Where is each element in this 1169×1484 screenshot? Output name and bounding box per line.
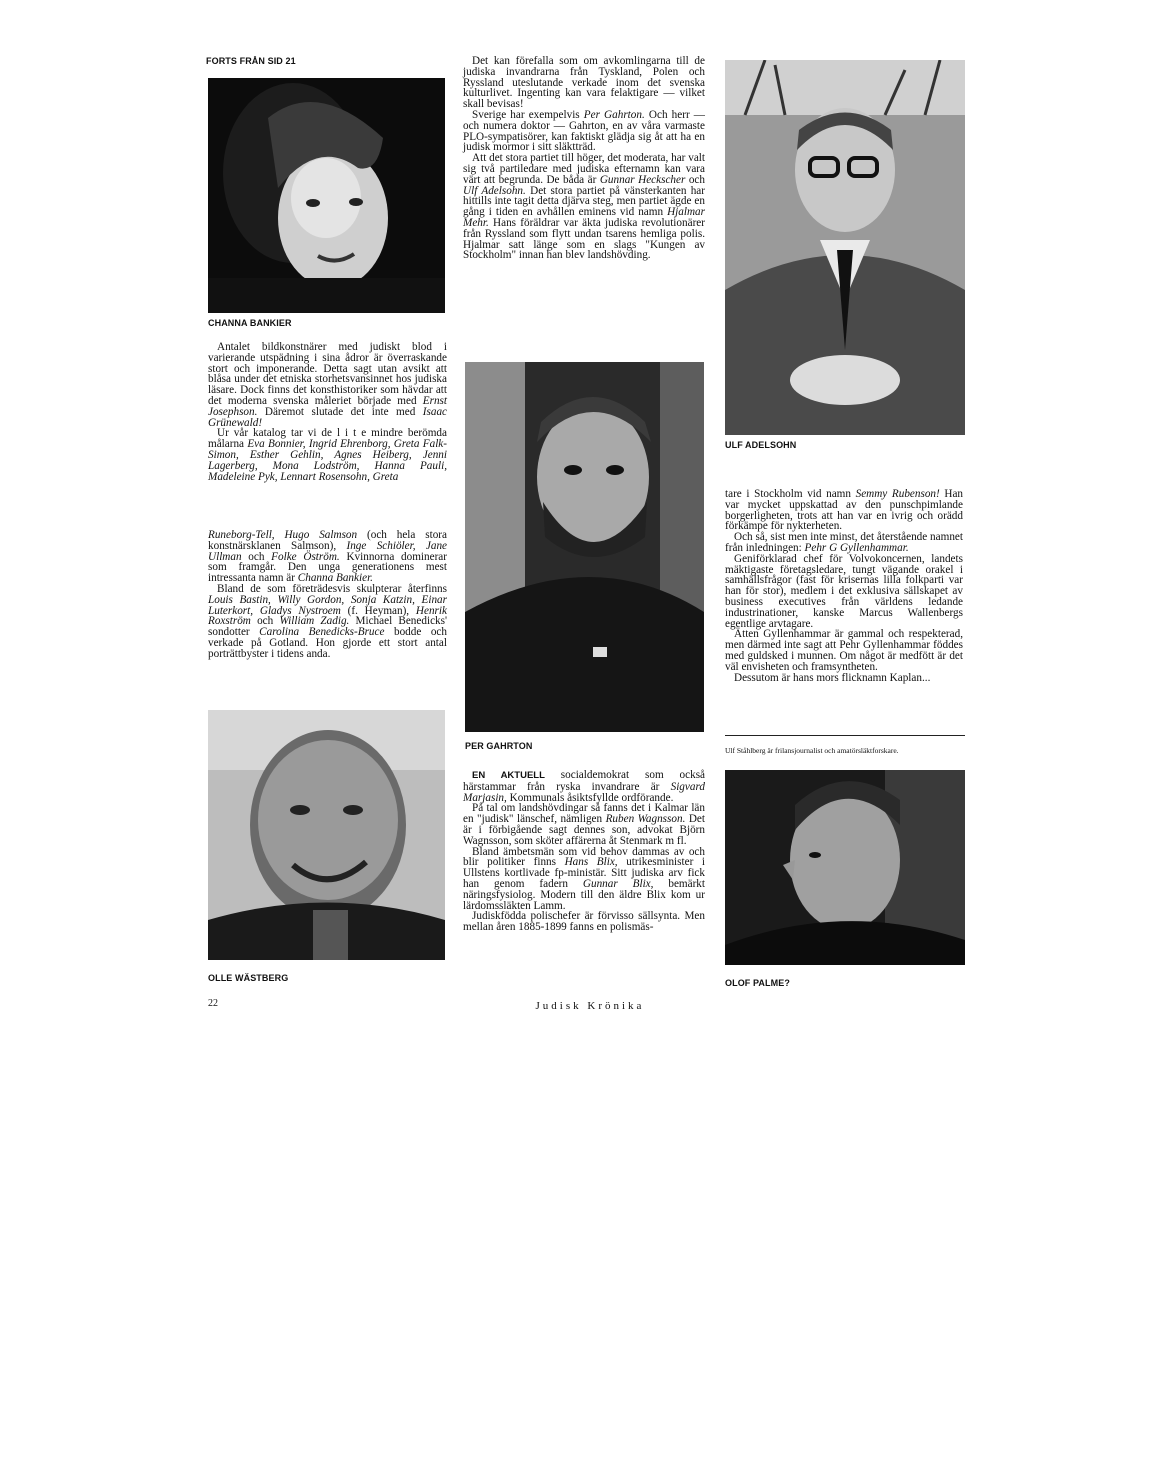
text-run: Ätten Gyllenhammar är gammal och respekterad, men därmed inte sagt att Pehr Gyllenhammar föddes med guldsked i munnen. Om något är medfött är det väl envisheten och framsyntheten. — [725, 628, 963, 673]
caption-channa-bankier: CHANNA BANKIER — [208, 318, 292, 328]
text-run: Sverige har exempelvis — [472, 108, 584, 121]
col3-paragraph-2 — [725, 532, 963, 554]
text-run: bemärkt näringsfysiolog. Modern till den äldre Blix kom ur lärdomssläkten Lamm. — [463, 877, 706, 912]
text-run: Isaac Grünewald! — [208, 405, 447, 429]
text-run: och — [250, 615, 280, 628]
column-1-text-continued — [208, 530, 447, 660]
text-run: Ulf Adelsohn. — [463, 184, 526, 197]
text-run: Ruben Wagnsson. — [605, 813, 686, 826]
text-run: Louis Bastin, Willy Gordon, Sonja Katzin, Einar Luterkort, Gladys Nystroem — [208, 593, 447, 617]
text-run: Judiskfödda polischefer är förvisso sällsynta. Men mellan åren 1885-1899 fanns en polismäs- — [463, 910, 705, 934]
text-run: Kommunals åsiktsfyllde ordförande. — [506, 791, 674, 804]
text-run: Channa Bankier. — [297, 572, 373, 585]
text-run: Kvinnorna dominerar som framgår. Den unga generationens mest intressanta namn är — [208, 550, 447, 585]
photo-olof-palme — [725, 770, 965, 965]
column-2-text — [463, 56, 705, 261]
text-run: Runeborg-Tell, Hugo Salmson — [208, 529, 358, 541]
text-run: och — [685, 173, 705, 186]
col3-paragraph-5 — [725, 673, 963, 684]
column-2-text-lower — [463, 770, 705, 933]
text-run: Michael Benedicks' sondotter — [208, 615, 447, 639]
magazine-name: Judisk Krönika — [535, 1000, 645, 1012]
caption-olle-wastberg: OLLE WÄSTBERG — [208, 973, 289, 983]
text-run: William Zadig. — [279, 615, 350, 628]
col1-paragraph-3 — [208, 530, 447, 584]
col3-paragraph-4 — [725, 629, 963, 672]
text-run: Antalet bildkonstnärer med judiskt blod i varierande utspädning i sina ådror är överraskande stort och imponerande. Detta sagt utan avsikt att blåsa under det etniska storhetsvansinnet hos judiska läsare. Dock finns det konsthistoriker som hävdar att det moderna svenska måleriet började med — [208, 341, 447, 407]
text-run: Per Gahrton. — [583, 108, 645, 121]
text-run: Han var mycket uppskattad av den punschpimlande borgerligheten, trots att han var en ivrig och orädd förkämpe för nykterheten. — [725, 488, 964, 533]
col3-paragraph-3 — [725, 554, 963, 630]
col1-paragraph-1 — [208, 342, 447, 428]
text-run: Och så, sist men inte minst, det återstående namnet från inledningen: — [725, 531, 963, 554]
text-run: Och herr — och numera doktor — Gahrton, en av våra varmaste PLO-sympatisörer, kan faktiskt glädja sig åt att ha en judisk mormor i sitt släktträd. — [463, 108, 705, 154]
text-run: Folke Öström. — [271, 550, 340, 563]
text-run: På tal om landshövdingar så fanns det i Kalmar län en "judisk" länschef, nämligen — [463, 802, 705, 826]
lead-in: EN AKTUELL — [472, 770, 545, 781]
caption-ulf-adelsohn: ULF ADELSOHN — [725, 440, 797, 450]
text-run: Inge Schiöler, Jane Ullman — [208, 539, 447, 563]
text-run: Ur vår katalog tar vi de l i t e mindre berömda målarna — [208, 427, 447, 451]
magazine-page — [190, 40, 970, 1030]
photo-ulf-adelsohn — [725, 60, 965, 435]
col1-paragraph-4 — [208, 584, 447, 660]
text-run: Pehr G Gyllenhammar. — [804, 541, 909, 554]
caption-olof-palme: OLOF PALME? — [725, 978, 790, 988]
column-3-text — [725, 489, 963, 683]
text-run: och — [241, 550, 272, 563]
text-run: Bland de som företrädesvis skulpterar återfinns — [217, 582, 447, 595]
text-run: Carolina Benedicks-Bruce — [259, 626, 385, 639]
text-run: Gunnar Heckscher — [599, 173, 686, 186]
text-run: (och hela stora konstnärsklanen Salmson), — [208, 529, 447, 552]
text-run: Hans Blix, — [564, 856, 618, 869]
col1-paragraph-2 — [208, 428, 447, 482]
col2-paragraph-6 — [463, 847, 705, 912]
text-run: Hjalmar Mehr. — [463, 206, 705, 229]
text-run: Att det stora partiet till höger, det moderata, har valt sig två partiledare med judiska efternamn kan vara värt att begrunda. De båda är — [463, 152, 705, 186]
text-run: Henrik Roxström — [208, 604, 447, 628]
photo-per-gahrton — [465, 362, 704, 732]
text-run: Det är i förbigående sagt dennes son, advokat Björn Wagnsson, som sköter affärerna åt Stenmark m fl. — [463, 813, 705, 847]
text-run: Däremot slutade det inte med — [257, 405, 423, 418]
text-run: socialdemokrat som också härstammar från ryska invandrare är — [463, 769, 706, 793]
text-run: Gunnar Blix, — [582, 877, 654, 890]
caption-per-gahrton: PER GAHRTON — [465, 741, 533, 751]
text-run: Hans föräldrar var äkta judiska revolutionärer från Ryssland som flytt undan tsarens hemliga polis. Hjalmar satt länge som en slags "Kungen av Stockholm" innan han blev landshövding. — [463, 216, 705, 262]
page-number: 22 — [208, 998, 218, 1009]
text-run: Ernst Josephson. — [208, 394, 447, 418]
column-1-text — [208, 342, 447, 482]
photo-olle-wastberg — [208, 710, 445, 960]
text-run: (f. Heyman), — [340, 604, 416, 617]
text-run: Semmy Rubenson! — [855, 488, 940, 500]
byline-rule — [725, 735, 965, 736]
col2-paragraph-5 — [463, 803, 705, 846]
author-byline: Ulf Ståhlberg är frilansjournalist och amatörsläktforskare. — [725, 746, 899, 755]
text-run: Dessutom är hans mors flicknamn Kaplan... — [734, 671, 931, 684]
text-run: bodde och verkade på Gotland. Hon gjorde ett stort antal porträttbyster i tidens anda. — [208, 626, 447, 660]
photo-channa-bankier — [208, 78, 445, 313]
text-run: Det kan förefalla som om avkomlingarna till de judiska invandrarna från Tyskland, Polen och Ryssland uteslutande verkade inom det svenska kulturlivet. Ingenting kan vara felaktigare — vilket skall bevisas! — [463, 55, 705, 111]
text-run: Eva Bonnier, Ingrid Ehrenborg, Greta Falk-Simon, Esther Gehlin, Agnes Heiberg, Jenni Lagerberg, Mona Lodström, Hanna Pauli, Madeleine Pyk, Lennart Rosensohn, Greta — [208, 438, 447, 483]
text-run: Sigvard Marjasin, — [463, 780, 705, 804]
text-run: Det stora partiet på vänsterkanten har hittills inte tagit detta djärva steg, men partiet ägde en gång i tiden en avhållen eminens vid namn — [463, 184, 706, 219]
col2-paragraph-1 — [463, 56, 705, 110]
col2-paragraph-4 — [463, 770, 705, 803]
text-run: Bland ämbetsmän som vid behov dammas av och blir politiker finns — [463, 845, 705, 869]
continued-label: FORTS FRÅN SID 21 — [206, 56, 296, 66]
col3-paragraph-1 — [725, 489, 963, 532]
col2-paragraph-7 — [463, 911, 705, 933]
text-run: tare i Stockholm vid namn — [725, 488, 856, 500]
text-run: Geniförklarad chef för Volvokoncernen, landets mäktigaste företagsledare, tungt vägande orakel i samhällsfrågor (fast för krisernas lilla folkparti var han för stor), medlem i det exklusiva sällskapet av business executives från världens ledande industrinationer, kanske Marcus Wallenbergs egentlige arvtagare. — [725, 552, 963, 630]
text-run: utrikesminister i Ullstens kortlivade fp-ministär. Sitt judiska arv fick han genom fadern — [463, 856, 705, 890]
col2-paragraph-2 — [463, 110, 705, 153]
col2-paragraph-3 — [463, 153, 705, 261]
